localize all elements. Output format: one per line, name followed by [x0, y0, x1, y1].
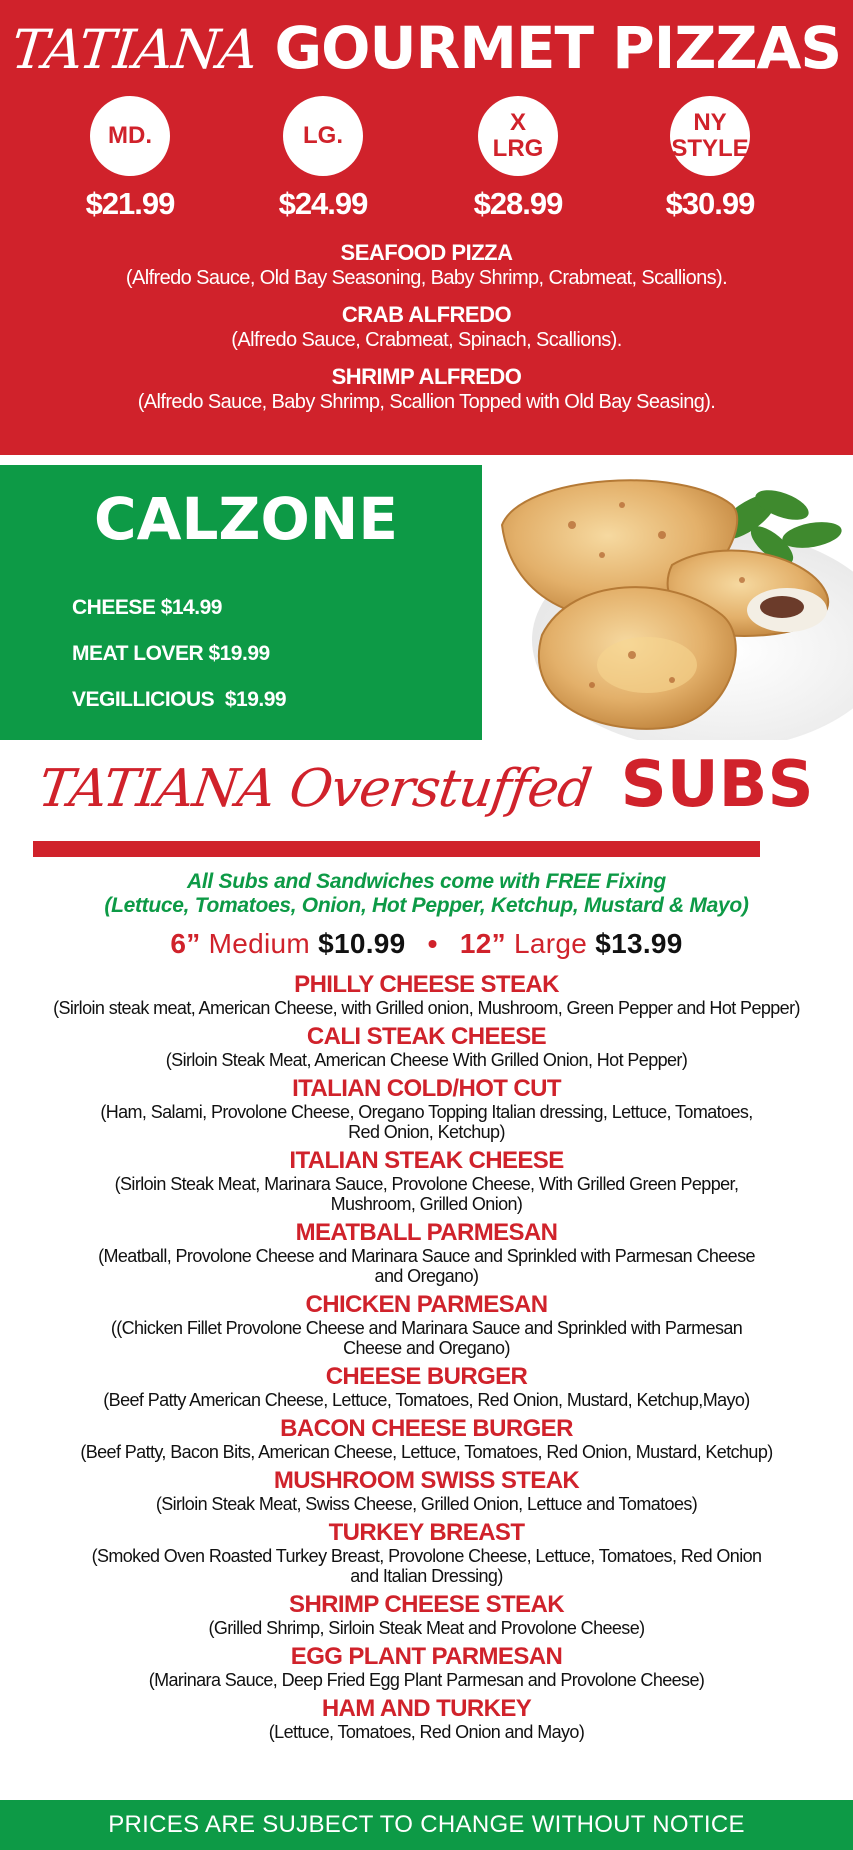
size-xlarge	[448, 96, 588, 222]
sub-desc: (Sirloin Steak Meat, Marinara Sauce, Provolone Cheese, With Grilled Green Pepper, Mushroom, Grilled Onion)	[114, 1174, 739, 1214]
sub-name: ITALIAN STEAK CHEESE	[289, 1147, 564, 1174]
pizza-section	[0, 0, 853, 455]
sub-item	[30, 972, 823, 1018]
sub-size-prices	[0, 928, 853, 960]
calzone-item: MEAT LOVER $19.99	[72, 642, 270, 665]
sub-name: EGG PLANT PARMESAN	[290, 1643, 563, 1670]
sub-name: CHEESE BURGER	[325, 1363, 528, 1390]
sub-item	[30, 1416, 823, 1462]
sub-name: CHICKEN PARMESAN	[305, 1291, 548, 1318]
sub-item	[30, 1292, 823, 1358]
sub-desc: (Sirloin Steak Meat, Swiss Cheese, Grilled Onion, Lettuce and Tomatoes)	[155, 1494, 698, 1514]
sub-name: BACON CHEESE BURGER	[280, 1415, 573, 1442]
pizza-item-desc: (Alfredo Sauce, Old Bay Seasoning, Baby Shrimp, Crabmeat, Scallions).	[125, 267, 728, 289]
subs-heading: SUBS	[620, 748, 814, 822]
sub-item	[30, 1024, 823, 1070]
sub-name: MUSHROOM SWISS STEAK	[273, 1467, 580, 1494]
size-price: $30.99	[665, 186, 755, 221]
subs-divider	[33, 841, 760, 857]
sub-desc: (Ham, Salami, Provolone Cheese, Oregano Topping Italian dressing, Lettuce, Tomatoes, Red Onion, Ketchup)	[100, 1102, 753, 1142]
price-notice: PRICES ARE SUJBECT TO CHANGE WITHOUT NOTICE	[108, 1811, 745, 1838]
sub-desc: (Sirloin steak meat, American Cheese, with Grilled onion, Mushroom, Green Pepper and Hot Pepper)	[53, 998, 800, 1018]
sub-desc: (Beef Patty American Cheese, Lettuce, Tomatoes, Red Onion, Mustard, Ketchup,Mayo)	[103, 1390, 750, 1410]
calzone-photo	[482, 465, 853, 740]
subs-brand: TATIANA Overstuffed	[35, 759, 595, 819]
large-price: $13.99	[595, 928, 683, 959]
medium-price: $10.99	[318, 928, 406, 959]
calzone-item: VEGILLICIOUS $19.99	[72, 688, 287, 711]
price-notice-footer	[0, 1800, 853, 1850]
free-fixing-note	[0, 870, 853, 918]
size-badge: NY STYLE	[670, 96, 750, 176]
sub-item	[30, 1644, 823, 1690]
size-medium	[60, 96, 200, 222]
sub-desc: ((Chicken Fillet Provolone Cheese and Marinara Sauce and Sprinkled with Parmesan Cheese and Oregano)	[110, 1318, 743, 1358]
pizza-item	[0, 240, 853, 290]
sub-desc: (Marinara Sauce, Deep Fried Egg Plant Parmesan and Provolone Cheese)	[148, 1670, 705, 1690]
calzone-title: CALZONE	[94, 485, 398, 553]
sub-name: TURKEY BREAST	[328, 1519, 525, 1546]
sub-item	[30, 1696, 823, 1742]
free-fixing-toppings: (Lettuce, Tomatoes, Onion, Hot Pepper, Ketchup, Mustard & Mayo)	[104, 894, 749, 917]
sub-item	[30, 1076, 823, 1142]
size-price: $28.99	[473, 186, 563, 221]
sub-desc: (Grilled Shrimp, Sirloin Steak Meat and Provolone Cheese)	[208, 1618, 645, 1638]
pizza-item-name: SHRIMP ALFREDO	[331, 364, 522, 389]
pizza-heading: GOURMET PIZZAS	[274, 14, 842, 82]
sub-name: MEATBALL PARMESAN	[295, 1219, 558, 1246]
pizza-item-desc: (Alfredo Sauce, Crabmeat, Spinach, Scallions).	[231, 329, 622, 351]
sub-item	[30, 1220, 823, 1286]
sub-name: CALI STEAK CHEESE	[306, 1023, 547, 1050]
size-large	[253, 96, 393, 222]
pizza-item	[0, 302, 853, 352]
size-badge: LG.	[283, 96, 363, 176]
calzone-list	[72, 585, 286, 723]
medium-label: Medium	[208, 928, 310, 959]
sub-item	[30, 1364, 823, 1410]
size-price: $21.99	[85, 186, 175, 221]
pizza-item-name: SEAFOOD PIZZA	[340, 240, 513, 265]
sub-desc: (Sirloin Steak Meat, American Cheese With Grilled Onion, Hot Pepper)	[165, 1050, 688, 1070]
size-badge: X LRG	[478, 96, 558, 176]
sub-name: ITALIAN COLD/HOT CUT	[292, 1075, 561, 1102]
sub-desc: (Smoked Oven Roasted Turkey Breast, Provolone Cheese, Lettuce, Tomatoes, Red Onion and Italian Dressing)	[91, 1546, 762, 1586]
pizza-items	[0, 240, 853, 426]
size-price: $24.99	[278, 186, 368, 221]
large-label: Large	[513, 928, 588, 959]
pizza-title	[0, 14, 853, 94]
price-separator: •	[427, 928, 438, 959]
subs-list	[30, 972, 823, 1748]
sub-item	[30, 1148, 823, 1214]
size-badge: MD.	[90, 96, 170, 176]
sub-desc: (Meatball, Provolone Cheese and Marinara Sauce and Sprinkled with Parmesan Cheese and Oregano)	[98, 1246, 755, 1286]
calzone-section	[0, 465, 482, 740]
sub-name: PHILLY CHEESE STEAK	[294, 971, 559, 998]
pizza-item	[0, 364, 853, 414]
sub-item	[30, 1592, 823, 1638]
subs-title	[0, 748, 853, 828]
medium-size: 6”	[170, 928, 201, 959]
pizza-sizes	[0, 96, 853, 226]
sub-desc: (Lettuce, Tomatoes, Red Onion and Mayo)	[268, 1722, 585, 1742]
pizza-item-desc: (Alfredo Sauce, Baby Shrimp, Scallion Topped with Old Bay Seasing).	[137, 391, 716, 413]
free-fixing-line: All Subs and Sandwiches come with FREE Fixing	[187, 870, 666, 893]
size-ny-style	[640, 96, 780, 222]
pizza-brand: TATIANA	[8, 18, 260, 81]
sub-item	[30, 1520, 823, 1586]
calzone-item: CHEESE $14.99	[72, 596, 222, 619]
sub-item	[30, 1468, 823, 1514]
pizza-item-name: CRAB ALFREDO	[341, 302, 512, 327]
sub-desc: (Beef Patty, Bacon Bits, American Cheese, Lettuce, Tomatoes, Red Onion, Mustard, Ketchup)	[80, 1442, 773, 1462]
calzone-illustration	[482, 465, 853, 740]
sub-name: SHRIMP CHEESE STEAK	[289, 1591, 564, 1618]
sub-name: HAM AND TURKEY	[321, 1695, 532, 1722]
large-size: 12”	[459, 928, 506, 959]
